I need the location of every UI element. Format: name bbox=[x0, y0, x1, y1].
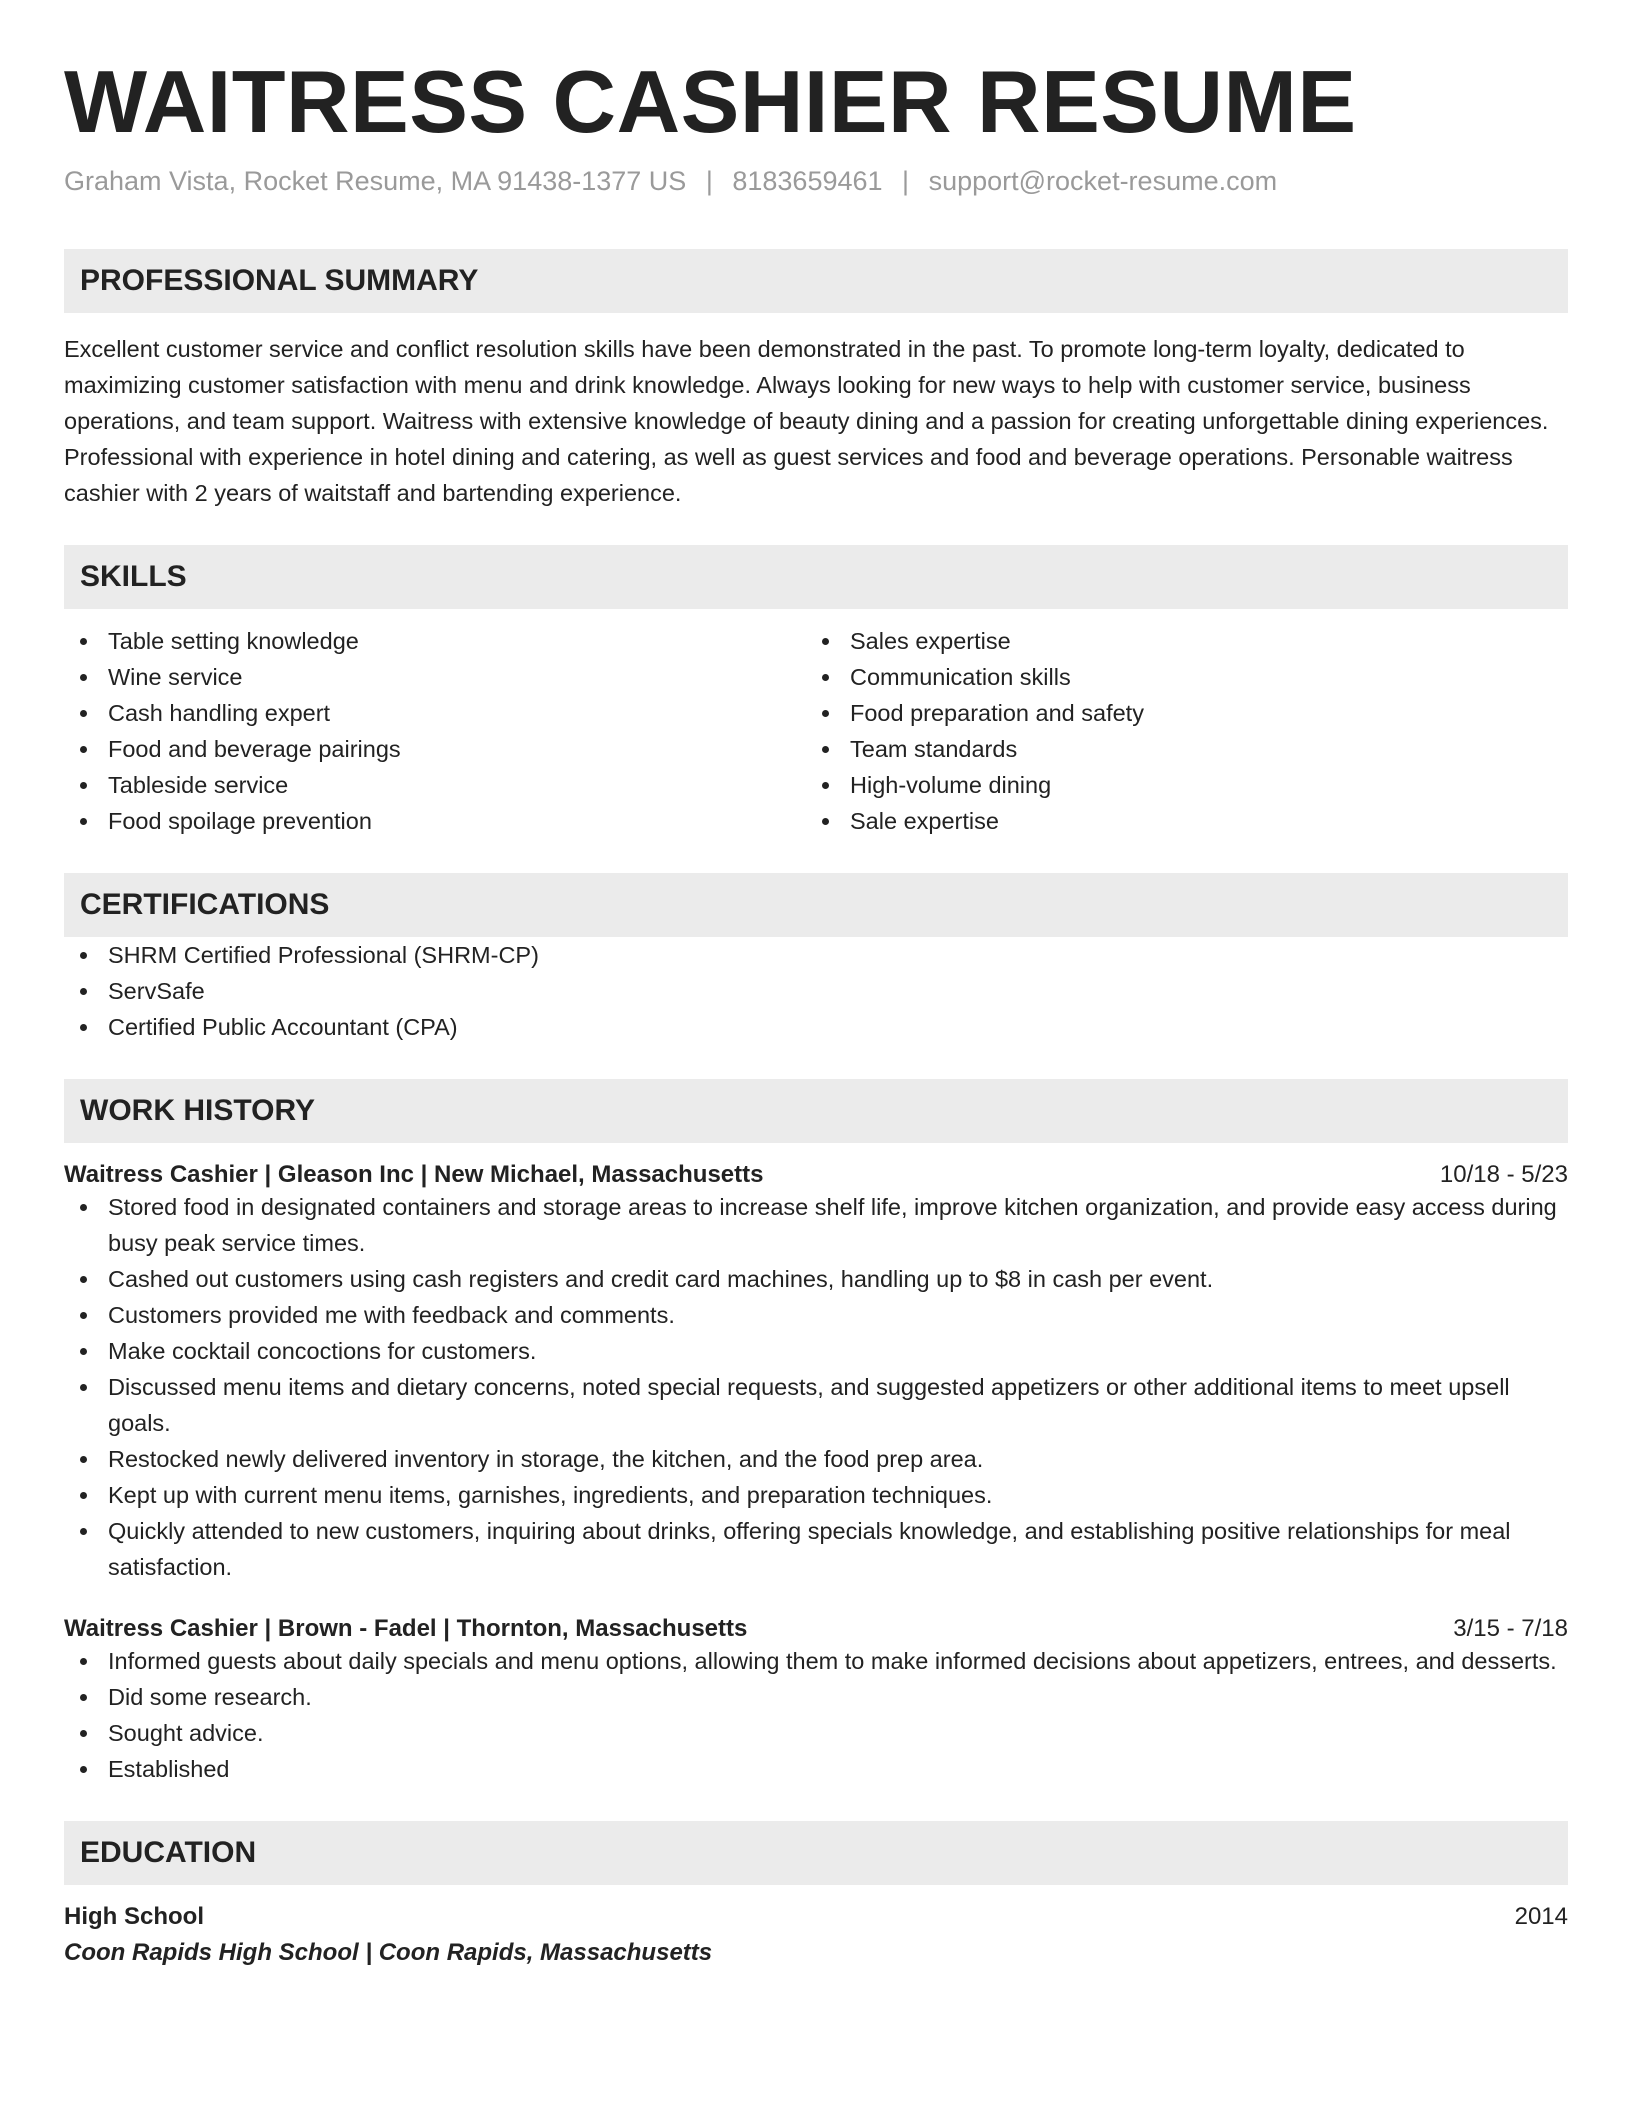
skill-item: Sale expertise bbox=[806, 803, 1548, 839]
job-bullet: Customers provided me with feedback and comments. bbox=[64, 1297, 1568, 1333]
job-title: Waitress Cashier | Gleason Inc | New Michael, Massachusetts bbox=[64, 1161, 764, 1188]
job-bullet-list bbox=[64, 1643, 1568, 1787]
contact-separator: | bbox=[902, 166, 910, 196]
skill-item: Wine service bbox=[64, 659, 806, 695]
job-bullet: Sought advice. bbox=[64, 1715, 1568, 1751]
skill-item: Table setting knowledge bbox=[64, 623, 806, 659]
education-degree: High School bbox=[64, 1903, 204, 1930]
contact-email: support@rocket-resume.com bbox=[928, 166, 1278, 196]
resume-title: WAITRESS CASHIER RESUME bbox=[64, 52, 1357, 151]
job-bullet: Informed guests about daily specials and menu options, allowing them to make informed decisions about appetizers, entrees, and desserts. bbox=[64, 1643, 1568, 1679]
resume-content bbox=[64, 52, 1568, 1967]
job-bullet: Did some research. bbox=[64, 1679, 1568, 1715]
skill-item: Team standards bbox=[806, 731, 1548, 767]
contact-phone: 8183659461 bbox=[732, 166, 883, 196]
contact-address: Graham Vista, Rocket Resume, MA 91438-1377 US bbox=[64, 166, 687, 196]
job-dates: 3/15 - 7/18 bbox=[1453, 1615, 1568, 1642]
education-header bbox=[64, 1903, 1568, 1931]
work-history-heading: WORK HISTORY bbox=[64, 1079, 1568, 1143]
certifications-heading: CERTIFICATIONS bbox=[64, 873, 1568, 937]
job-header bbox=[64, 1161, 1568, 1189]
certifications-list bbox=[64, 937, 1568, 1045]
skill-item: Cash handling expert bbox=[64, 695, 806, 731]
skill-item: Food preparation and safety bbox=[806, 695, 1548, 731]
certification-item: SHRM Certified Professional (SHRM-CP) bbox=[64, 937, 1568, 973]
skills-heading: SKILLS bbox=[64, 545, 1568, 609]
job-bullet-list bbox=[64, 1189, 1568, 1585]
job-bullet: Quickly attended to new customers, inquiring about drinks, offering specials knowledge, and establishing positive relationships for meal satisfaction. bbox=[64, 1513, 1568, 1585]
summary-heading: PROFESSIONAL SUMMARY bbox=[64, 249, 1568, 313]
job-header bbox=[64, 1615, 1568, 1643]
certification-item: Certified Public Accountant (CPA) bbox=[64, 1009, 1568, 1045]
job-bullet: Established bbox=[64, 1751, 1568, 1787]
job-bullet: Discussed menu items and dietary concerns, noted special requests, and suggested appetizers or other additional items to meet upsell goals. bbox=[64, 1369, 1568, 1441]
skills-grid bbox=[64, 623, 1568, 839]
job-bullet: Kept up with current menu items, garnishes, ingredients, and preparation techniques. bbox=[64, 1477, 1568, 1513]
job-bullet: Make cocktail concoctions for customers. bbox=[64, 1333, 1568, 1369]
skill-item: High-volume dining bbox=[806, 767, 1548, 803]
skills-right-list bbox=[806, 623, 1548, 839]
contact-separator: | bbox=[705, 166, 713, 196]
contact-line bbox=[64, 166, 1568, 197]
job-title: Waitress Cashier | Brown - Fadel | Thornton, Massachusetts bbox=[64, 1615, 748, 1642]
education-year: 2014 bbox=[1514, 1903, 1568, 1930]
skill-item: Food spoilage prevention bbox=[64, 803, 806, 839]
job-bullet: Stored food in designated containers and storage areas to increase shelf life, improve kitchen organization, and provide easy access during busy peak service times. bbox=[64, 1189, 1568, 1261]
education-school: Coon Rapids High School | Coon Rapids, Massachusetts bbox=[64, 1939, 713, 1966]
skill-item: Sales expertise bbox=[806, 623, 1548, 659]
certification-item: ServSafe bbox=[64, 973, 1568, 1009]
job-bullet: Restocked newly delivered inventory in storage, the kitchen, and the food prep area. bbox=[64, 1441, 1568, 1477]
skill-item: Tableside service bbox=[64, 767, 806, 803]
education-heading: EDUCATION bbox=[64, 1821, 1568, 1885]
skill-item: Food and beverage pairings bbox=[64, 731, 806, 767]
skill-item: Communication skills bbox=[806, 659, 1548, 695]
job-bullet: Cashed out customers using cash registers and credit card machines, handling up to $8 in cash per event. bbox=[64, 1261, 1568, 1297]
summary-text: Excellent customer service and conflict resolution skills have been demonstrated in the past. To promote long-term loyalty, dedicated to maximizing customer satisfaction with menu and drink knowledge. Always looking for new ways to help with customer service, business operations, and team support. Waitress with extensive knowledge of beauty dining and a passion for creating unforgettable dining experiences. Professional with experience in hotel dining and catering, as well as guest services and food and beverage operations. Personable waitress cashier with 2 years of waitstaff and bartending experience. bbox=[64, 336, 1549, 506]
skills-left-list bbox=[64, 623, 806, 839]
job-dates: 10/18 - 5/23 bbox=[1439, 1161, 1568, 1188]
